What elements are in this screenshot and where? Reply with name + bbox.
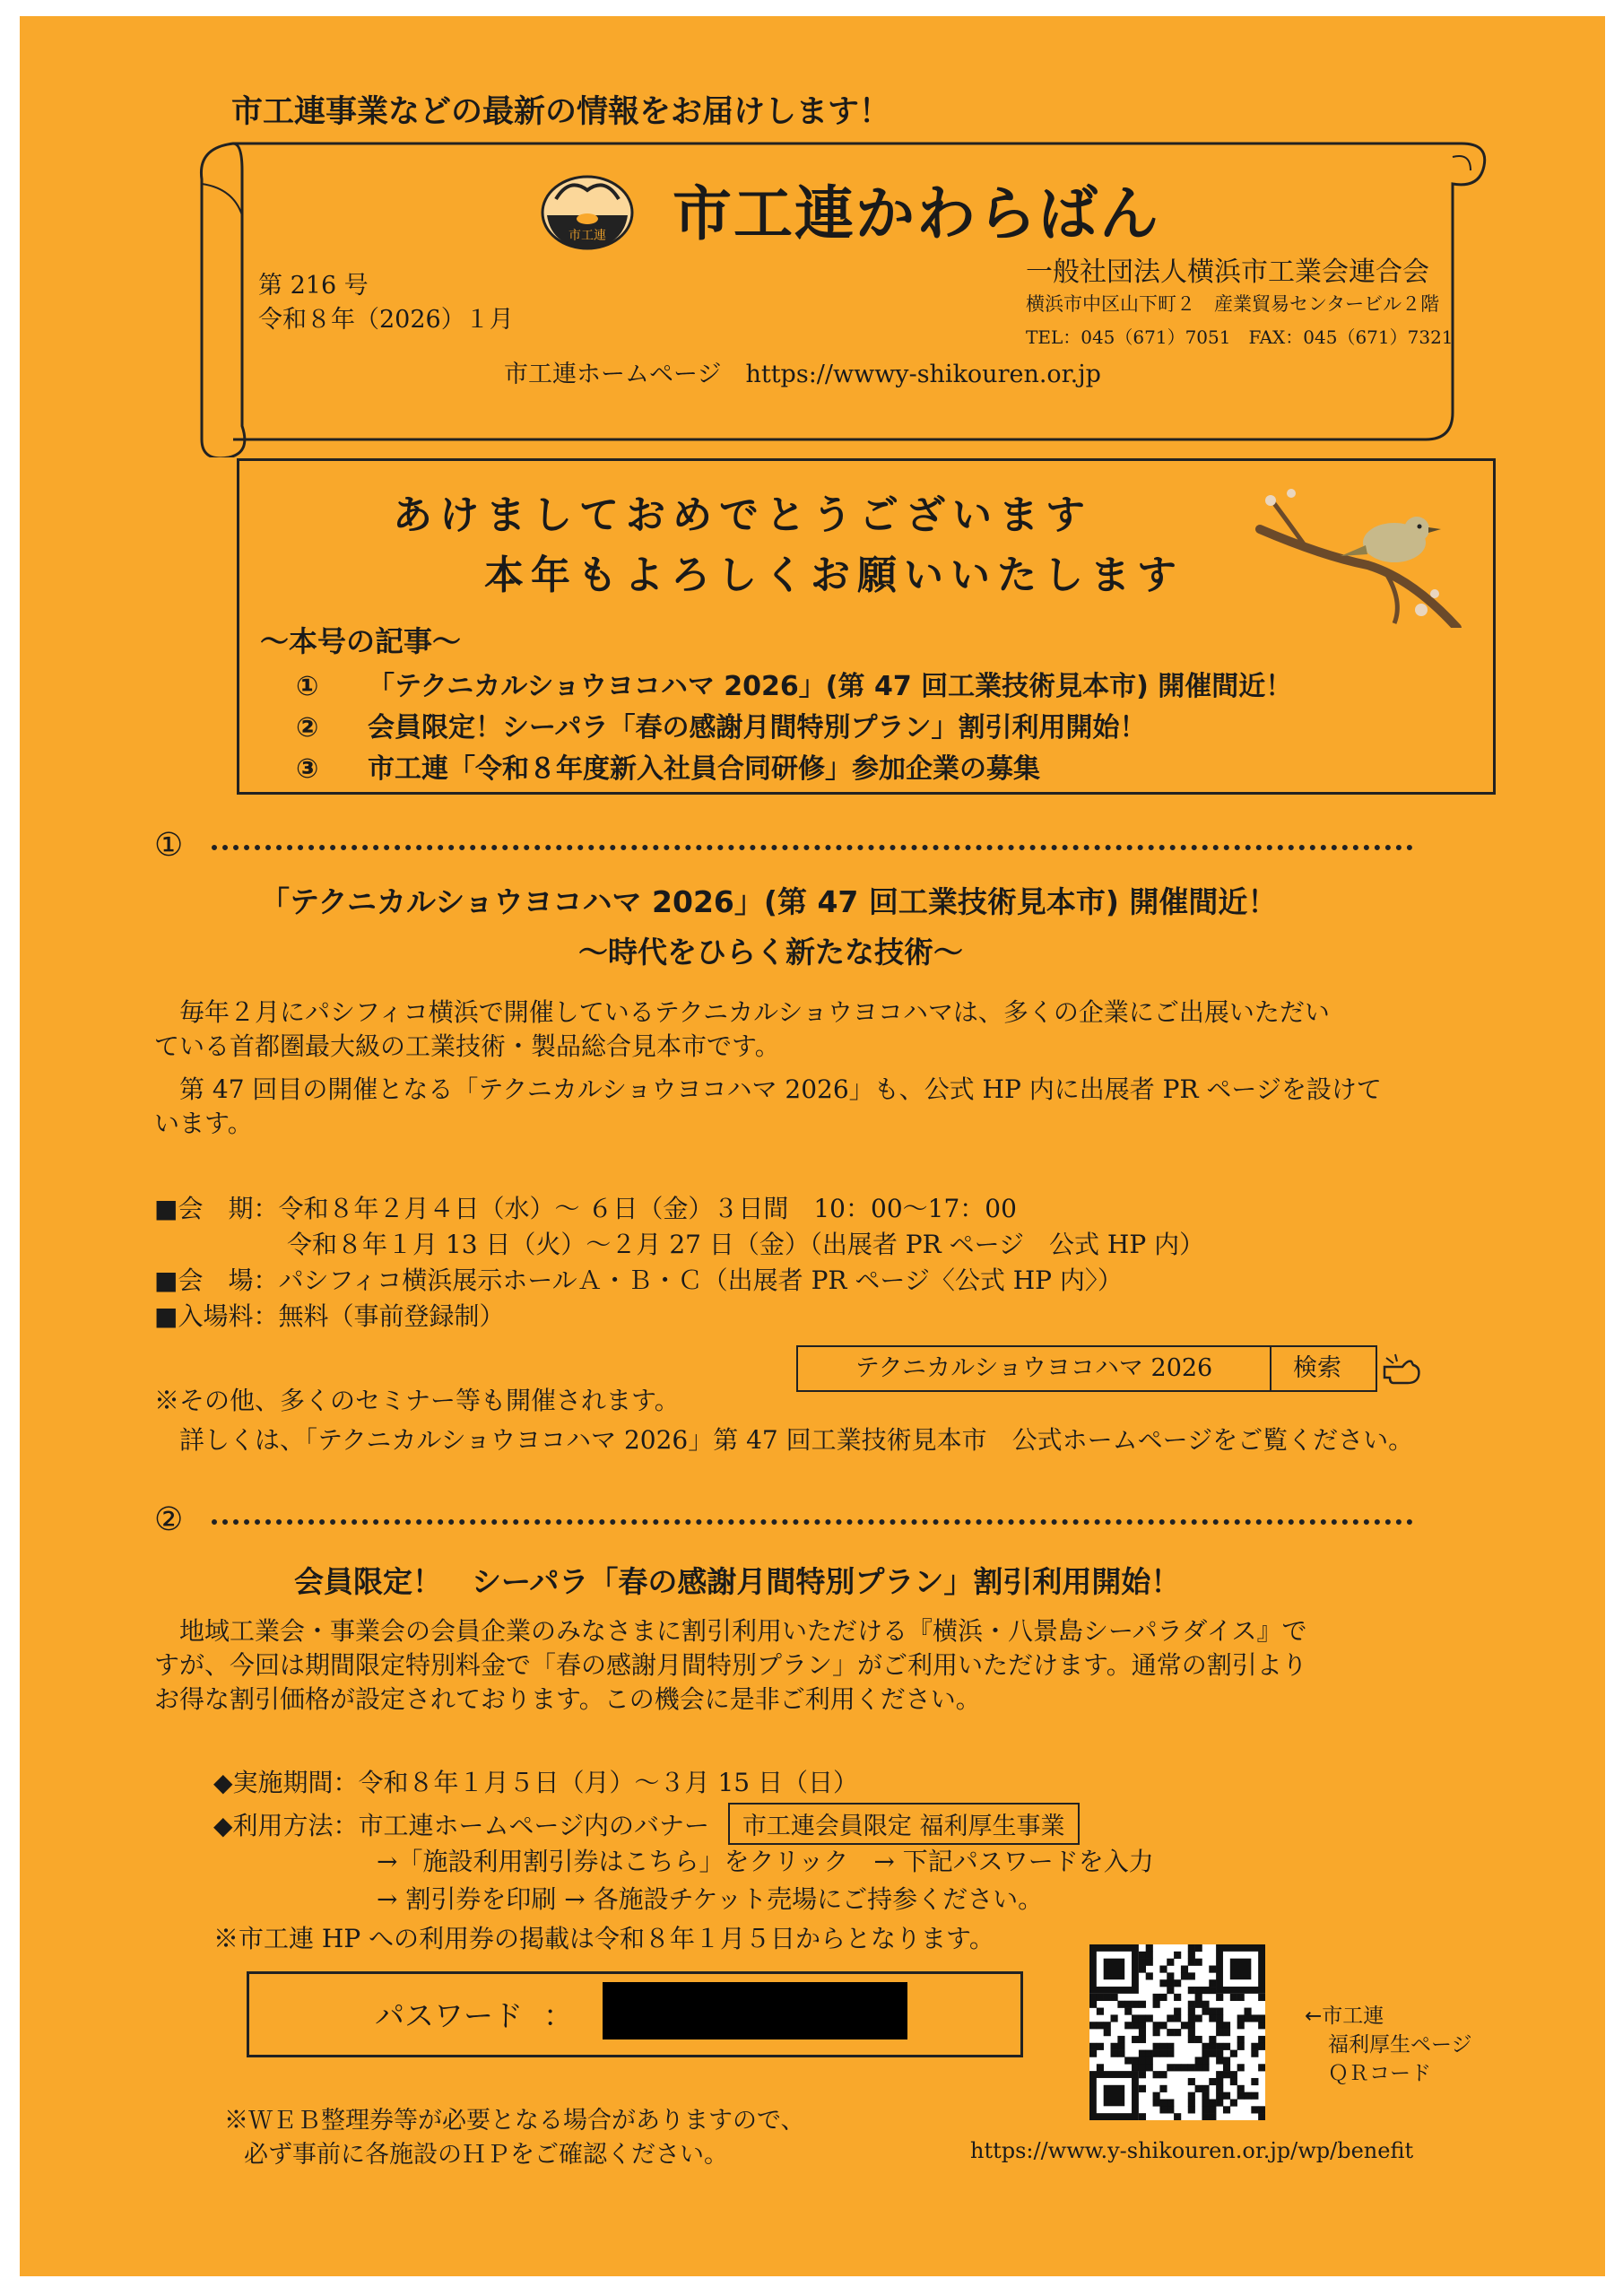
password-redacted	[603, 1982, 907, 2039]
qr-label-line: ＱＲコード	[1328, 2062, 1431, 2085]
section-1-paragraph-1	[154, 996, 1463, 1064]
toc-item[interactable]	[296, 705, 1147, 744]
shikouren-logo	[538, 163, 637, 253]
qr-code[interactable]	[1089, 1944, 1265, 2120]
event-pr-period: 令和８年１月 13 日（火）～２月 27 日（金）（出展者 PR ページ 公式 HP 内）	[287, 1230, 1205, 1259]
section-1-detail: 詳しくは、「テクニカルショウヨコハマ 2026」第 47 回工業技術見本市 公式ホームページをご覧ください。	[154, 1425, 1414, 1455]
toc-item-text: 会員限定！シーパラ「春の感謝月間特別プラン」割引利用開始！	[368, 712, 1147, 744]
benefit-page-url[interactable]: https://www.y-shikouren.or.jp/wp/benefit	[970, 2138, 1414, 2163]
event-fee-row	[154, 1297, 504, 1333]
usage-method-step-1: 市工連ホームページ内のバナー	[358, 1811, 709, 1840]
section-2-paragraph	[154, 1614, 1463, 1717]
section-2-number: ②	[154, 1501, 184, 1538]
usage-method-row	[213, 1803, 1080, 1845]
toc-item-text: 「テクニカルショウヨコハマ 2026」(第 47 回工業技術見本市) 開催間近！	[368, 671, 1293, 702]
usage-method-step-3: → 割引券を印刷 → 各施設チケット売場にご持参ください。	[377, 1884, 1044, 1914]
section-2-title: 会員限定！ シーパラ「春の感謝月間特別プラン」割引利用開始！	[294, 1564, 1181, 1599]
section-2-note: ※市工連 HP への利用券の掲載は令和８年１月５日からとなります。	[213, 1924, 994, 1953]
password-label: パスワード	[375, 1998, 523, 2033]
event-period-row	[154, 1189, 1017, 1225]
event-period-label: ■会 期：	[154, 1194, 279, 1223]
organization-address: 横浜市中区山下町２ 産業貿易センタービル２階	[1026, 293, 1440, 315]
section-2-divider	[212, 1519, 1413, 1525]
toc-item-text: 市工連「令和８年度新入社員合同研修」参加企業の募集	[368, 753, 1040, 785]
toc-item-number: ①	[296, 671, 319, 702]
event-venue-row	[154, 1261, 1123, 1297]
toc-item-number: ②	[296, 712, 319, 744]
section-1-number: ①	[154, 827, 184, 864]
search-box[interactable]	[796, 1345, 1377, 1392]
bird-on-branch-illustration	[1251, 475, 1466, 628]
usage-method-label: ◆利用方法：	[213, 1811, 359, 1840]
greeting-line-2: 本年もよろしくお願いいたします	[484, 552, 1184, 598]
event-fee-label: ■入場料：	[154, 1301, 279, 1331]
section-1-paragraph-2	[154, 1073, 1463, 1141]
paragraph-line: 第 47 回目の開催となる「テクニカルショウヨコハマ 2026」も、公式 HP 内に出展者 PR ページを設けて	[154, 1074, 1382, 1104]
tagline: 市工連事業などの最新の情報をお届けします！	[231, 94, 891, 130]
paragraph-line: います。	[154, 1109, 253, 1138]
paragraph-line: お得な割引価格が設定されております。この機会に是非ご利用ください。	[154, 1684, 981, 1714]
member-benefit-banner[interactable]: 市工連会員限定 福利厚生事業	[728, 1803, 1080, 1845]
event-venue-label: ■会 場：	[154, 1265, 279, 1295]
usage-method-step-2: →「施設利用割引券はこちら」をクリック → 下記パスワードを入力	[377, 1847, 1154, 1876]
section-1-subtitle: ～時代をひらく新たな技術～	[578, 935, 963, 970]
event-period-value: 令和８年２月４日（水）～ ６日（金）３日間 10：00～17：00	[278, 1194, 1017, 1223]
issue-number: 第 216 号	[258, 272, 369, 300]
issue-date: 令和８年（2026）１月	[258, 306, 514, 334]
organization-tel-fax: TEL：045（671）7051 FAX：045（671）7321	[1026, 326, 1454, 348]
section-1-title: 「テクニカルショウヨコハマ 2026」(第 47 回工業技術見本市) 開催間近！	[260, 884, 1278, 919]
toc-item[interactable]	[296, 664, 1292, 703]
search-button[interactable]: 検索	[1293, 1354, 1341, 1382]
paragraph-line: すが、今回は期間限定特別料金で「春の感謝月間特別プラン」がご利用いただけます。通常の割引より	[154, 1650, 1307, 1680]
logo-text: 市工連	[568, 229, 606, 243]
toc-item[interactable]	[296, 746, 1040, 786]
event-venue-value: パシフィコ横浜展示ホールＡ・Ｂ・Ｃ（出展者 PR ページ〈公式 HP 内〉）	[278, 1265, 1123, 1295]
search-query[interactable]: テクニカルショウヨコハマ 2026	[798, 1347, 1271, 1390]
event-fee-value: 無料（事前登録制）	[278, 1301, 505, 1331]
section-1-note: ※その他、多くのセミナー等も開催されます。	[154, 1386, 680, 1415]
campaign-period-row	[213, 1763, 858, 1799]
qr-label-line: 福利厚生ページ	[1328, 2033, 1472, 2057]
newsletter-title: 市工連かわらばん	[673, 179, 1160, 248]
web-ticket-note-1: ※ＷＥＢ整理券等が必要となる場合がありますので、	[224, 2107, 805, 2135]
organization-name: 一般社団法人横浜市工業会連合会	[1026, 257, 1429, 288]
issue-info	[258, 269, 514, 337]
qr-label	[1305, 2002, 1472, 2088]
qr-label-line: ←市工連	[1305, 2005, 1384, 2028]
paragraph-line: ている首都圏最大級の工業技術・製品総合見本市です。	[154, 1031, 780, 1061]
pointing-hand-icon	[1381, 1351, 1422, 1387]
campaign-period-label: ◆実施期間：	[213, 1768, 359, 1797]
paragraph-line: 毎年２月にパシフィコ横浜で開催しているテクニカルショウヨコハマは、多くの企業にご出展いただい	[154, 997, 1330, 1027]
toc-item-number: ③	[296, 753, 319, 785]
paragraph-line: 地域工業会・事業会の会員企業のみなさまに割引利用いただける『横浜・八景島シーパラダイス』で	[154, 1616, 1307, 1646]
campaign-period-value: 令和８年１月５日（月）～３月 15 日（日）	[358, 1768, 858, 1797]
toc-heading: ～本号の記事～	[260, 624, 462, 658]
web-ticket-note-2: 必ず事前に各施設のＨＰをご確認ください。	[244, 2141, 728, 2169]
password-colon: ：	[543, 1998, 573, 2033]
section-1-divider	[212, 845, 1413, 850]
homepage-link[interactable]: 市工連ホームページ https://wwwy-shikouren.or.jp	[504, 361, 1101, 388]
greeting-line-1: あけましておめでとうございます	[393, 492, 1092, 538]
